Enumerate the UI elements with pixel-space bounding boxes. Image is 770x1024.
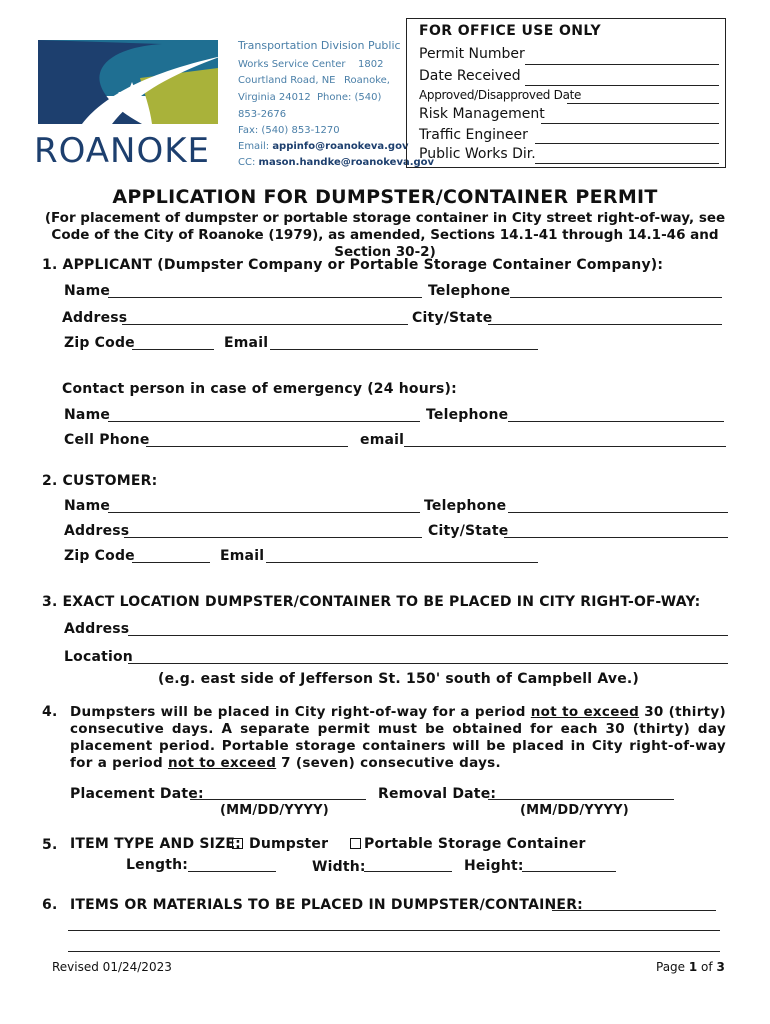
s3-location-field[interactable] — [128, 663, 728, 664]
s1-cell-field[interactable] — [146, 446, 348, 447]
email-label: Email: — [238, 141, 270, 152]
office-line-approved[interactable] — [567, 103, 719, 104]
section3-heading: 3. EXACT LOCATION DUMPSTER/CONTAINER TO BE PLACED IN CITY RIGHT-OF-WAY: — [42, 594, 701, 610]
s6-field-1[interactable] — [552, 910, 716, 911]
section2-heading: 2. CUSTOMER: — [42, 473, 158, 489]
contact-email-row — [238, 141, 408, 153]
contact-line2: Works Service Center — [238, 59, 346, 70]
s6-field-2[interactable] — [68, 930, 720, 931]
office-field-traffic: Traffic Engineer — [419, 127, 528, 143]
s1-email2-field[interactable] — [404, 446, 726, 447]
s2-address-field[interactable] — [124, 537, 422, 538]
portable-option[interactable]: Portable Storage Container — [350, 836, 586, 852]
section6-num: 6. — [42, 897, 58, 913]
s6-field-3[interactable] — [68, 951, 720, 952]
revised-date: Revised 01/24/2023 — [52, 960, 172, 974]
dumpster-option[interactable]: Dumpster — [232, 836, 328, 852]
s3-address-field[interactable] — [128, 635, 728, 636]
page-subtitle: (For placement of dumpster or portable storage container in City street right-of-way, see Code of the City of Roanoke (1979), as amended, Sections 14.1-41 through 14.1-46 and Section 30-2) — [44, 210, 726, 260]
page-title: APPLICATION FOR DUMPSTER/CONTAINER PERMIT — [112, 186, 658, 208]
s5-height-label: Height: — [464, 858, 524, 874]
s4-placement-field[interactable] — [190, 799, 366, 800]
email-link[interactable]: appinfo@roanokeva.gov — [272, 141, 409, 152]
s2-telephone-field[interactable] — [508, 512, 728, 513]
roanoke-logo — [32, 38, 228, 170]
s2-address-label: Address — [64, 523, 130, 539]
s4-placement-format: (MM/DD/YYYY) — [220, 803, 329, 818]
office-use-title: FOR OFFICE USE ONLY — [419, 23, 602, 39]
office-line-risk[interactable] — [541, 123, 719, 124]
office-line-permit[interactable] — [525, 64, 719, 65]
s1-telephone-label: Telephone — [428, 283, 511, 299]
office-line-date-received[interactable] — [525, 85, 719, 86]
contact-line6: Fax: (540) 853-1270 — [238, 125, 340, 136]
dumpster-checkbox[interactable] — [232, 838, 243, 849]
s1-name2-label: Name — [64, 407, 111, 423]
s2-email-field[interactable] — [266, 562, 538, 563]
cc-label: CC: — [238, 157, 256, 168]
s4-placement-label: Placement Date: — [70, 786, 204, 802]
s1-cell-label: Cell Phone — [64, 432, 150, 448]
s4-removal-field[interactable] — [488, 799, 674, 800]
contact-line4b: Phone: (540) — [317, 92, 382, 103]
s4-removal-format: (MM/DD/YYYY) — [520, 803, 629, 818]
s1-email2-label: email — [360, 432, 405, 448]
s5-length-label: Length: — [126, 857, 189, 873]
s5-length-field[interactable] — [188, 871, 276, 872]
s2-telephone-label: Telephone — [424, 498, 507, 514]
contact-line2b: 1802 — [358, 59, 384, 70]
s1-zip-label: Zip Code — [64, 335, 135, 351]
page-number: Page 1 of 3 — [656, 960, 725, 974]
cc-link[interactable]: mason.handke@roanokeva.gov — [258, 157, 435, 168]
portable-checkbox[interactable] — [350, 838, 361, 849]
s1-city-field[interactable] — [488, 324, 722, 325]
office-line-public-works[interactable] — [535, 163, 719, 164]
office-field-date-received: Date Received — [419, 68, 521, 84]
s3-location-label: Location — [64, 649, 133, 665]
s1-telephone2-label: Telephone — [426, 407, 509, 423]
s5-height-field[interactable] — [522, 871, 616, 872]
s1-email-field[interactable] — [270, 349, 538, 350]
s1-address-field[interactable] — [122, 324, 408, 325]
s2-name-field[interactable] — [108, 512, 420, 513]
s5-width-field[interactable] — [364, 871, 452, 872]
section4-text: Dumpsters will be placed in City right-of-way for a period not to exceed 30 (thirty) consecutive days. A separate permit must be obtained for each 30 (thirty) day placement period. Portable storage containers will be placed in City right-of-way for a period not to exceed 7 (seven) consecutive days. — [70, 704, 726, 771]
s3-address-label: Address — [64, 621, 130, 637]
s1-telephone-field[interactable] — [510, 297, 722, 298]
s2-email-label: Email — [220, 548, 265, 564]
section5-heading: ITEM TYPE AND SIZE: — [70, 836, 241, 852]
s2-zip-label: Zip Code — [64, 548, 135, 564]
office-field-approved: Approved/Disapproved Date — [419, 88, 582, 102]
logo-brand-text: ROANOKE — [34, 131, 211, 170]
contact-cc-row — [238, 157, 434, 169]
s5-width-label: Width: — [312, 859, 366, 875]
s1-name-field[interactable] — [108, 297, 422, 298]
s1-city-label: City/State — [412, 310, 493, 326]
s1-telephone2-field[interactable] — [508, 421, 724, 422]
contact-line3b: Roanoke, — [344, 75, 390, 86]
s2-name-label: Name — [64, 498, 111, 514]
office-field-permit: Permit Number — [419, 46, 525, 62]
s1-zip-field[interactable] — [132, 349, 214, 350]
contact-line4: Virginia 24012 — [238, 92, 311, 103]
s1-contact-heading: Contact person in case of emergency (24 hours): — [62, 381, 457, 397]
s4-removal-label: Removal Date: — [378, 786, 497, 802]
contact-line5: 853-2676 — [238, 109, 287, 120]
section5-num: 5. — [42, 837, 58, 853]
s1-email-label: Email — [224, 335, 269, 351]
contact-line3: Courtland Road, NE — [238, 75, 336, 86]
office-field-risk: Risk Management — [419, 106, 545, 122]
office-line-traffic[interactable] — [535, 143, 719, 144]
office-use-box — [406, 18, 726, 168]
contact-line1: Transportation Division Public — [238, 39, 401, 52]
s2-zip-field[interactable] — [132, 562, 210, 563]
s1-address-label: Address — [62, 310, 128, 326]
office-field-public-works: Public Works Dir. — [419, 146, 536, 162]
s1-name2-field[interactable] — [108, 421, 420, 422]
s2-city-label: City/State — [428, 523, 509, 539]
s2-city-field[interactable] — [504, 537, 728, 538]
s1-name-label: Name — [64, 283, 111, 299]
section6-heading: ITEMS OR MATERIALS TO BE PLACED IN DUMPSTER/CONTAINER: — [70, 897, 583, 913]
section4-num: 4. — [42, 704, 58, 720]
s3-example: (e.g. east side of Jefferson St. 150' south of Campbell Ave.) — [158, 671, 640, 687]
section1-heading: 1. APPLICANT (Dumpster Company or Portable Storage Container Company): — [42, 257, 664, 273]
